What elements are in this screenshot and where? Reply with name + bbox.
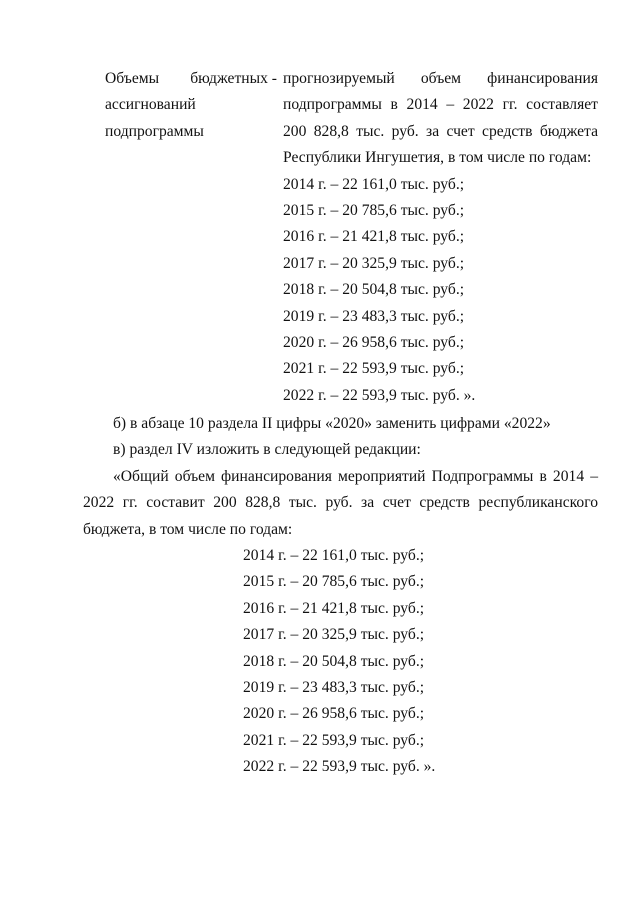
- passport-year-line: 2021 г. – 22 593,9 тыс. руб.;: [283, 360, 465, 378]
- passport-year-line: 2019 г. – 23 483,3 тыс. руб.;: [283, 307, 465, 325]
- section4-year-line: 2015 г. – 20 785,6 тыс. руб.;: [243, 573, 425, 591]
- passport-label: [105, 66, 277, 145]
- section4-line: бюджета, в том числе по годам:: [83, 520, 293, 538]
- amendments: [83, 411, 598, 543]
- passport-label-word: бюджетных -: [190, 70, 277, 87]
- passport-text: [283, 66, 598, 409]
- item-v: в) раздел IV изложить в следующей редакции:: [113, 441, 421, 459]
- passport-year-line: 2018 г. – 20 504,8 тыс. руб.;: [283, 281, 465, 299]
- section4-year-line: 2016 г. – 21 421,8 тыс. руб.;: [243, 599, 425, 617]
- item-b: б) в абзаце 10 раздела II цифры «2020» заменить цифрами «2022»: [113, 415, 551, 432]
- section4-year-line: 2020 г. – 26 958,6 тыс. руб.;: [243, 705, 425, 723]
- passport-year-line: 2016 г. – 21 421,8 тыс. руб.;: [283, 228, 465, 246]
- section4-years: [243, 543, 435, 781]
- passport-year-line: 2015 г. – 20 785,6 тыс. руб.;: [283, 202, 465, 220]
- section4-year-line: 2022 г. – 22 593,9 тыс. руб. ».: [243, 758, 436, 776]
- section4-year-line: 2017 г. – 20 325,9 тыс. руб.;: [243, 626, 425, 644]
- passport-text-line: прогнозируемый объем финансирования: [283, 70, 598, 87]
- passport-year-line: 2020 г. – 26 958,6 тыс. руб.;: [283, 334, 465, 352]
- section4-line: «Общий объем финансирования мероприятий Подпрограммы в 2014 –: [113, 467, 598, 485]
- passport-text-line: подпрограммы в 2014 – 2022 гг. составляет: [283, 96, 598, 114]
- passport-label-word: Объемы: [105, 70, 160, 87]
- section4-year-line: 2021 г. – 22 593,9 тыс. руб.;: [243, 731, 425, 749]
- passport-text-line: 200 828,8 тыс. руб. за счет средств бюджета: [283, 122, 598, 140]
- section4-year-line: 2018 г. – 20 504,8 тыс. руб.;: [243, 652, 425, 670]
- section4-year-line: 2019 г. – 23 483,3 тыс. руб.;: [243, 679, 425, 697]
- section4-year-line: 2014 г. – 22 161,0 тыс. руб.;: [243, 547, 425, 564]
- passport-year-line: 2017 г. – 20 325,9 тыс. руб.;: [283, 254, 465, 272]
- passport-label-line: ассигнований: [105, 96, 196, 114]
- passport-label-line: подпрограммы: [105, 122, 204, 140]
- passport-year-line: 2014 г. – 22 161,0 тыс. руб.;: [283, 175, 465, 193]
- passport-text-line: Республики Ингушетия, в том числе по годам:: [283, 149, 592, 167]
- section4-line: 2022 гг. составит 200 828,8 тыс. руб. за счет средств республиканского: [83, 494, 598, 512]
- passport-label-line: [105, 66, 277, 92]
- passport-year-line: 2022 г. – 22 593,9 тыс. руб. ».: [283, 386, 476, 404]
